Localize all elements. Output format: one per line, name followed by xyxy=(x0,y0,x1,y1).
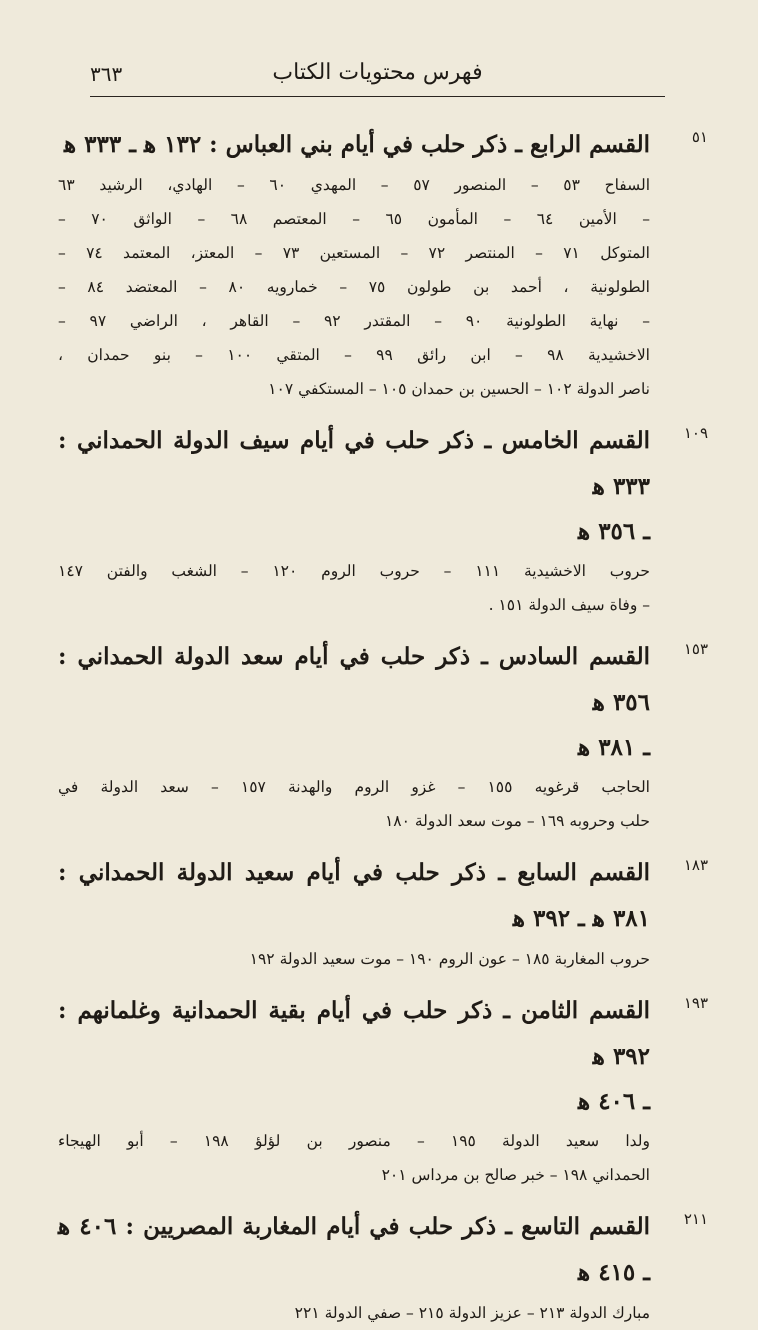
page-header xyxy=(90,58,665,97)
toc-entry xyxy=(58,418,708,622)
running-title: فهرس محتويات الكتاب xyxy=(272,60,483,85)
toc-entry xyxy=(58,122,708,406)
entry-line: – وفاة سيف الدولة ١٥١ . xyxy=(488,596,650,614)
table-of-contents xyxy=(58,122,708,1330)
toc-entry xyxy=(58,1204,708,1330)
entry-page-number: ١٩٣ xyxy=(683,994,708,1012)
section-title-continuation: ـ ٤٠٦ ﻫ xyxy=(578,1088,650,1115)
section-title: القسم الرابع ـ ذكر حلب في أيام بني العباس : ١٣٢ ﻫ ـ ٣٣٣ ﻫ xyxy=(64,131,650,158)
entry-line: الطولونية ، أحمد بن طولون ٧٥ – خمارويه ٨٠ – المعتضد ٨٤ – xyxy=(58,278,650,296)
entry-page-number: ٢١١ xyxy=(683,1210,708,1228)
entry-line: – نهاية الطولونية ٩٠ – المقتدر ٩٢ – القاهر ، الراضي ٩٧ – xyxy=(58,312,650,330)
section-title: القسم التاسع ـ ذكر حلب في أيام المغاربة المصريين : ٤٠٦ ﻫ ـ ٤١٥ ﻫ xyxy=(58,1213,651,1286)
toc-entry xyxy=(58,634,708,838)
section-title: القسم السادس ـ ذكر حلب في أيام سعد الدولة الحمداني : ٣٥٦ ﻫ xyxy=(58,643,650,716)
section-title-continuation: ـ ٣٨١ ﻫ xyxy=(578,734,650,761)
entry-line: الاخشيدية ٩٨ – ابن رائق ٩٩ – المتقي ١٠٠ – بنو حمدان ، xyxy=(58,346,650,364)
entry-line: الحاجب قرغويه ١٥٥ – غزو الروم والهدنة ١٥٧ – سعد الدولة في xyxy=(58,778,650,796)
toc-entry xyxy=(58,850,708,976)
entry-page-number: ١٠٩ xyxy=(683,424,708,442)
section-title: القسم الثامن ـ ذكر حلب في أيام بقية الحمدانية وغلمانهم : ٣٩٢ ﻫ xyxy=(58,997,650,1070)
toc-entry xyxy=(58,988,708,1192)
entry-line: مبارك الدولة ٢١٣ – عزيز الدولة ٢١٥ – صفي الدولة ٢٢١ xyxy=(294,1304,650,1322)
entry-line: السفاح ٥٣ – المنصور ٥٧ – المهدي ٦٠ – الهادي، الرشيد ٦٣ xyxy=(58,176,651,194)
entry-page-number: ١٥٣ xyxy=(683,640,708,658)
section-title-continuation: ـ ٣٥٦ ﻫ xyxy=(578,518,650,545)
entry-line: المتوكل ٧١ – المنتصر ٧٢ – المستعين ٧٣ – المعتز، المعتمد ٧٤ – xyxy=(58,244,650,262)
section-title: القسم الخامس ـ ذكر حلب في أيام سيف الدولة الحمداني : ٣٣٣ ﻫ xyxy=(58,427,650,500)
entry-line: الحمداني ١٩٨ – خبر صالح بن مرداس ٢٠١ xyxy=(381,1166,650,1184)
entry-line: ناصر الدولة ١٠٢ – الحسين بن حمدان ١٠٥ – المستكفي ١٠٧ xyxy=(268,380,650,398)
entry-line: حروب المغاربة ١٨٥ – عون الروم ١٩٠ – موت سعيد الدولة ١٩٢ xyxy=(249,950,650,968)
entry-line: حروب الاخشيدية ١١١ – حروب الروم ١٢٠ – الشغب والفتن ١٤٧ xyxy=(58,562,651,580)
section-title: القسم السابع ـ ذكر حلب في أيام سعيد الدولة الحمداني : ٣٨١ ﻫ ـ ٣٩٢ ﻫ xyxy=(58,859,650,932)
entry-page-number: ٥١ xyxy=(691,128,708,146)
entry-page-number: ١٨٣ xyxy=(683,856,708,874)
entry-line: ولدا سعيد الدولة ١٩٥ – منصور بن لؤلؤ ١٩٨ – أبو الهيجاء xyxy=(58,1132,650,1150)
entry-line: – الأمين ٦٤ – المأمون ٦٥ – المعتصم ٦٨ – الواثق ٧٠ – xyxy=(58,210,650,228)
page-number: ٣٦٣ xyxy=(90,62,123,86)
entry-line: حلب وحروبه ١٦٩ – موت سعد الدولة ١٨٠ xyxy=(384,812,650,830)
